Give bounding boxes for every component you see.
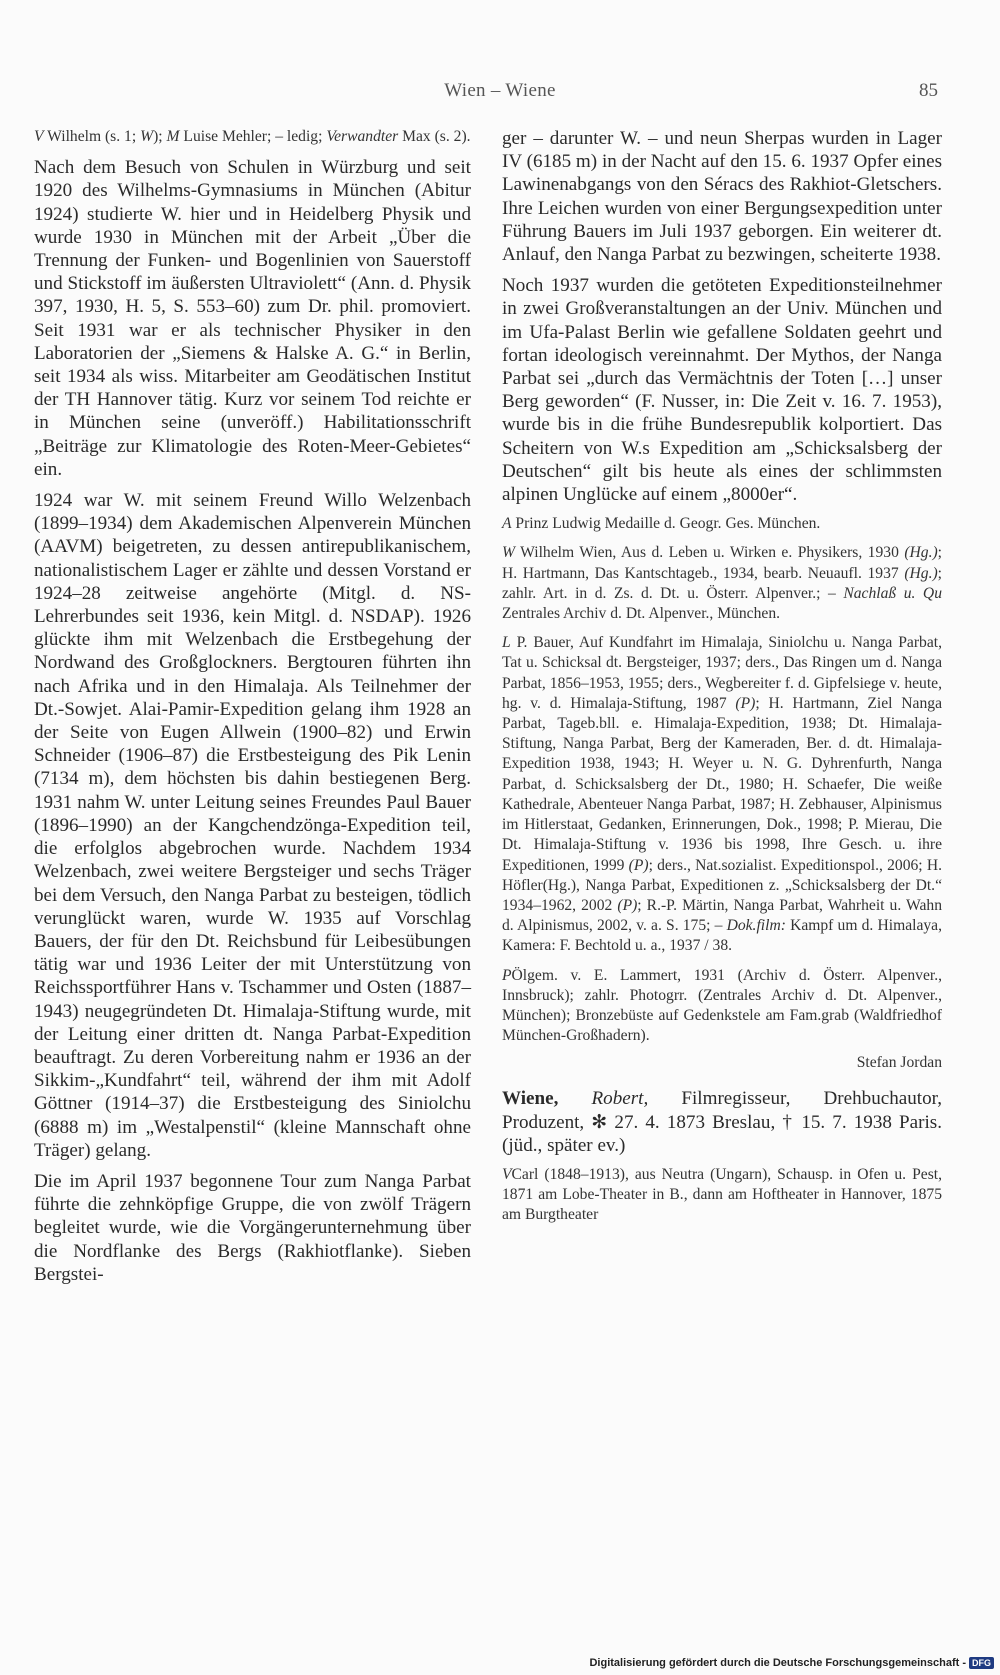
literature-section bbox=[502, 633, 942, 956]
works-text-4: Zentrales Archiv d. Dt. Alpenver., München. bbox=[502, 605, 781, 623]
left-column bbox=[34, 127, 471, 1294]
works-text-3: ; zahlr. Art. in d. Zs. d. Dt. u. Österr. Alpenver.; – bbox=[502, 564, 942, 602]
father-label: V bbox=[34, 128, 44, 145]
father-section-label: V bbox=[502, 1165, 512, 1183]
awards-label: A bbox=[502, 515, 512, 533]
awards-section bbox=[502, 514, 942, 534]
mother-label: M bbox=[166, 128, 180, 145]
literature-portrait-3: (P) bbox=[617, 896, 638, 914]
relative-text: Max (s. 2). bbox=[398, 128, 471, 145]
page-header bbox=[0, 80, 1000, 106]
works-section bbox=[502, 543, 942, 624]
literature-text-1: P. Bauer, Auf Kundfahrt im Himalaja, Siniolchu u. Nanga Parbat, Tat u. Schicksal dt. Bergsteiger, 1937; ders., Das Ringen um d. Nanga Parbat, 1856–1953, 1955; ders., Wegbereiter f. d. Gipfelsiege v. heute, hg. v. d. Himalaja-Stiftung, 1987 bbox=[502, 634, 942, 712]
father-text: Wilhelm (s. 1; bbox=[43, 128, 141, 145]
awards-text: Prinz Ludwig Medaille d. Geogr. Ges. München. bbox=[511, 515, 821, 533]
funding-footer bbox=[589, 1657, 994, 1669]
literature-portrait-2: (P) bbox=[628, 856, 649, 874]
page-number: 85 bbox=[919, 80, 938, 101]
body-paragraph-3: Die im April 1937 begonnene Tour zum Nanga Parbat führte die zehnköpfige Gruppe, die von zwölf Trägern begleitet wurde, wie die Vorgängerunternehmung über die Nordflanke des Bergs (Rakhiotflanke). Sieben Bergstei- bbox=[34, 1170, 471, 1285]
relative-label: Verwandter bbox=[326, 128, 399, 145]
father-section-text: Carl (1848–1913), aus Neutra (Ungarn), Schausp. in Ofen u. Pest, 1871 am Lobe-Theater in B., dann am Hoftheater in Hannover, 1875 am Burgtheater bbox=[502, 1165, 942, 1224]
body-paragraph-4: ger – darunter W. – und neun Sherpas wurden in Lager IV (6185 m) in der Nacht auf den 15. 6. 1937 Opfer eines Lawinenabgangs von den Séracs des Rakhiot-Gletschers. Ihre Leichen wurden von einer Bergungsexpedition unter Führung Bauers im Juli 1937 geborgen. Ein weiterer dt. Anlauf, den Nanga Parbat zu bezwingen, scheiterte 1938. bbox=[502, 128, 942, 266]
funding-text: Digitalisierung gefördert durch die Deutsche Forschungsgemeinschaft - bbox=[589, 1657, 966, 1669]
body-paragraph-1: Nach dem Besuch von Schulen in Würzburg und seit 1920 des Wilhelms-Gymnasiums in München (Abitur 1924) studierte W. hier und in Heidelberg Physik und wurde 1930 in München mit der Arbeit „Über die Trennung der Funken- und Bogenlinien von Sauerstoff und Stickstoff im äußersten Ultraviolett“ (Ann. d. Physik 397, 1930, H. 5, S. 553–60) zum Dr. phil. promoviert. Seit 1931 war er als technischer Physiker in den Laboratorien der „Siemens & Halske A. G.“ in Berlin, seit 1934 als wiss. Mitarbeiter am Geodätischen Institut der TH Hannover tätig. Kurz vor seinem Tod reichte er in München seine (unveröff.) Habilitationsschrift „Beiträge zur Klimatologie des Roten-Meer-Gebietes“ ein. bbox=[34, 157, 471, 480]
documentary-label: Dok.film: bbox=[726, 917, 786, 935]
literature-portrait-1: (P) bbox=[735, 694, 756, 712]
works-ref-label: W bbox=[140, 128, 154, 145]
estate-label: Nachlaß u. Qu bbox=[843, 584, 942, 602]
lemma-surname: Wiene, bbox=[502, 1088, 559, 1110]
portraits-text: Ölgem. v. E. Lammert, 1931 (Archiv d. Österr. Alpenver., Innsbruck); zahlr. Photogrr. (Zentrales Archiv d. Dt. Alpenver., München); Bronzebüste auf Gedenkstele am Fam.grab (Waldfriedhof München-Großhadern). bbox=[502, 966, 942, 1045]
literature-text-4: ; R.-P. Märtin, Nanga Parbat, Wahrheit u. Wahn d. Alpinismus, 2002, v. a. S. 175; – bbox=[502, 896, 942, 935]
portraits-label: P bbox=[502, 966, 512, 984]
portraits-section bbox=[502, 966, 942, 1047]
right-column bbox=[502, 127, 942, 1235]
lemma-firstname: Robert, bbox=[591, 1088, 649, 1110]
body-paragraph-2: 1924 war W. mit seinem Freund Willo Welzenbach (1899–1934) dem Akademischen Alpenverein München (AAVM) beigetreten, zu dessen antirepublikanischem, nationalistischem Lager er zählte und dessen Vorstand er 1924–28 zeitweise angehörte (Mitgl. d. NS-Lehrerbundes seit 1936, kein Mitgl. d. NSDAP). 1926 glückte ihm mit Welzenbach die Erstbegehung der Nordwand des Großglockners. Bergtouren führten ihn nach Afrika und in den Himalaja. Als Teilnehmer der Dt.-Sowjet. Alai-Pamir-Expedition gelang ihm 1928 an der Seite von Eugen Allwein (1900–82) und Erwin Schneider (1906–87) die Erstbesteigung des Pik Lenin (7134 m), dem höchsten bis dahin bestiegenen Berg. 1931 nahm W. unter Leitung seines Freundes Paul Bauer (1896–1990) an der Kangchendzönga-Expedition teil, die erfolglos abgebrochen wurde. Nachdem 1934 Welzenbach, zwei weitere Bergsteiger und sechs Träger bei dem Versuch, den Nanga Parbat zu besteigen, tödlich verunglückt waren, wurde W. 1935 auf Vorschlag Bauers, der für den Dt. Reichsbund für Leibesübungen tätig war und 1936 Leiter der mit Unterstützung von Reichssportführer Hans v. Tschammer und Osten (1887–1943) neugegründeten Dt. Himalaja-Stiftung wurde, mit der Leitung einer dritten dt. Nanga Parbat-Expedition beauftragt. Zu deren Vorbereitung nahm er 1936 an der Sikkim-„Kundfahrt“ teil, während der ihm mit Adolf Göttner (1914–37) die Erstbesteigung des Siniolchu (6888 m) im „Westalpenstil“ (kleine Mannschaft ohne Träger) gelang. bbox=[34, 490, 471, 1161]
works-label: W bbox=[502, 544, 515, 562]
lemma-description: Filmregisseur, Drehbuchautor, Produzent, ✻ 27. 4. 1873 Breslau, † 15. 7. 1938 Paris. (jüd., später ev.) bbox=[502, 1088, 942, 1156]
literature-text-2: ; H. Hartmann, Ziel Nanga Parbat, Tageb.bll. e. Himalaja-Expedition, 1938; Dt. Himalaja-Stiftung, Nanga Parbat, Berg der Kameraden, Ber. d. dt. Himalaja-Expedition 1938, 1943; H. Weyer u. N. G. Dyhrenfurth, Nanga Parbat, d. Schicksalsberg der Dt., 1980; H. Schaefer, Die weiße Kathedrale, Abenteuer Nanga Parbat, 1987; H. Zebhauser, Alpinismus im Hitlerstaat, Gedanken, Erinnerungen, Dok., 1998; P. Mierau, Die Dt. Himalaja-Stiftung v. 1936 bis 1998, Ihre Gesch. u. ihre Expeditionen, 1999 bbox=[502, 694, 942, 874]
lemma-entry bbox=[502, 1087, 942, 1157]
dfg-logo: DFG bbox=[969, 1657, 994, 1669]
works-text-1: Wilhelm Wien, Aus d. Leben u. Wirken e. Physikers, 1930 bbox=[515, 544, 905, 562]
literature-text-3: ; ders., Nat.sozialist. Expeditionspol., 2006; H. Höfler(Hg.), Nanga Parbat, Expeditionen z. „Schicksalsberg der Dt.“ 1934–1962, 2002 bbox=[502, 856, 942, 914]
works-ref-after: ); bbox=[153, 128, 167, 145]
article-author: Stefan Jordan bbox=[856, 1054, 942, 1072]
literature-text-5: Kampf um d. Himalaya, Kamera: F. Bechtold u. a., 1937 / 38. bbox=[502, 917, 942, 955]
literature-label: L bbox=[502, 634, 511, 652]
mother-text: Luise Mehler; – ledig; bbox=[179, 128, 327, 145]
running-title: Wien – Wiene bbox=[444, 80, 556, 101]
works-text-2: ; H. Hartmann, Das Kantschtageb., 1934, bearb. Neuaufl. 1937 bbox=[502, 544, 942, 582]
works-hg-1: (Hg.) bbox=[904, 544, 938, 562]
genealogy-line bbox=[34, 127, 471, 147]
body-paragraph-5: Noch 1937 wurden die getöteten Expeditionsteilnehmer in zwei Großveranstaltungen an der Univ. München und im Ufa-Palast Berlin wie gefallene Soldaten geehrt und fortan ideologisch vereinnahmt. Der Mythos, der Nanga Parbat sei „durch das Vermächtnis der Toten […] unser Berg geworden“ (F. Nusser, in: Die Zeit v. 16. 7. 1953), wurde bis in die frühe Bundesrepublik kolportiert. Das Scheitern von W.s Expedition am „Schicksalsberg der Deutschen“ gilt bis heute als eines der schlimmsten alpinen Unglücke auf einem „8000er“. bbox=[502, 275, 942, 506]
father-section bbox=[502, 1165, 942, 1226]
works-hg-2: (Hg.) bbox=[904, 564, 938, 582]
